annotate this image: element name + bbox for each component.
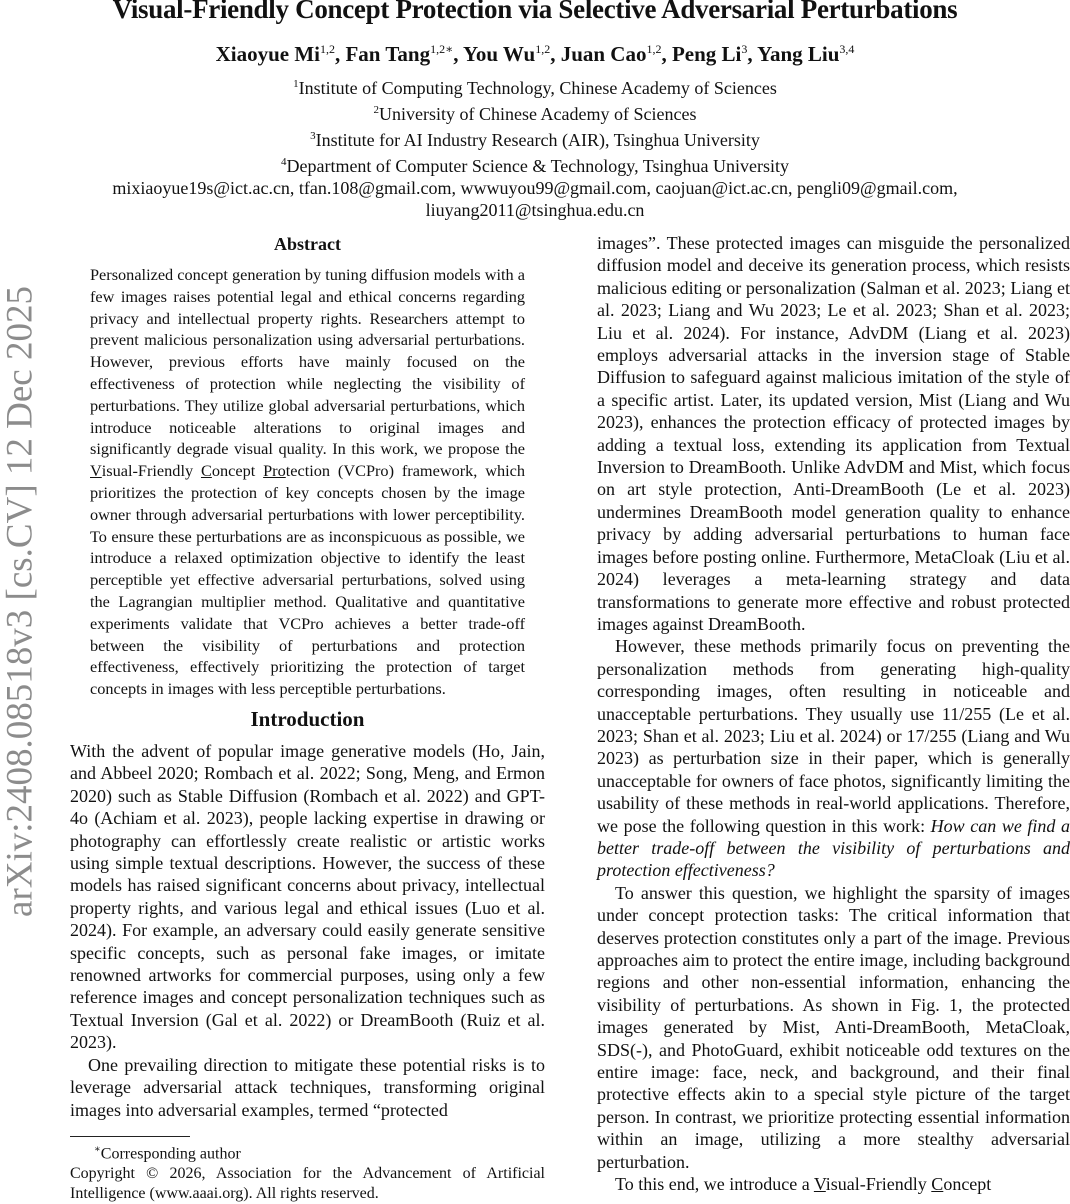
paragraph: However, these methods primarily focus on preventing the personalization methods from generating high-quality corresponding images, often resulting in noticeable and unacceptable perturbations. They usually use 11/255 (Le et al. 2023; Shan et al. 2023; Liu et al. 2024) or 17/255 (Liang and Wu 2023) as perturbation size in their paper, which is generally unacceptable for owners of face photos, significantly limiting the usability of these methods in real-world applications. Therefore, we pose the following question in this work: How can we find a better trade-off between the visibility of perturbations and protection effectiveness? bbox=[597, 636, 1070, 881]
footnote: ∗Corresponding author Copyright © 2026, Association for the Advancement of Artificial Intelligence (www.aaai.org). All rights reserved. bbox=[70, 1144, 545, 1203]
paper-title: Visual-Friendly Concept Protection via Selective Adversarial Perturbations bbox=[112, 0, 958, 24]
footnote-divider bbox=[70, 1136, 190, 1137]
author: Juan Cao$^{1,2}$, bbox=[560, 42, 672, 66]
affiliation: $^2$University of Chinese Academy of Sciences bbox=[373, 104, 697, 124]
paragraph: images”. These protected images can misguide the personalized diffusion model and deceive its generation process, which resists malicious editing or personalization (Salman et al. 2023; Liang et al. 2023; Liang and Wu 2023; Le et al. 2023; Shan et al. 2023; Liu et al. 2024). For instance, AdvDM (Liang et al. 2023) employs adversarial attacks in the inversion stage of Stable Diffusion to safeguard against malicious imitation of the style of a specific artist. Later, its updated version, Mist (Liang and Wu 2023), enhances the protection efficacy of protected images by adding a textual loss, extending its application from Textual Inversion to DreamBooth. Unlike AdvDM and Mist, which focus on art style protection, Anti-DreamBooth (Le et al. 2023) undermines DreamBooth model generation quality to enhance privacy by adding adversarial perturbations to human face images before posting online. Furthermore, MetaCloak (Liu et al. 2024) leverages a meta-learning strategy and data transformations to generate more effective and robust protected images against DreamBooth. bbox=[597, 233, 1070, 634]
author: Yang Liu$^{3,4}$ bbox=[757, 42, 855, 66]
abstract-heading: Abstract bbox=[274, 234, 341, 254]
corresponding-author-note: Corresponding author bbox=[100, 1145, 241, 1163]
paragraph: To this end, we introduce a Visual-Friendly Concept bbox=[615, 1174, 992, 1195]
affiliation: $^1$Institute of Computing Technology, Chinese Academy of Sciences bbox=[293, 78, 777, 98]
affiliations bbox=[0, 73, 1070, 221]
affiliation: $^3$Institute for AI Industry Research (AIR), Tsinghua University bbox=[310, 130, 760, 150]
right-column bbox=[597, 232, 1070, 1195]
author: Xiaoyue Mi$^{1,2}$, bbox=[215, 42, 346, 66]
author-list bbox=[0, 42, 1070, 67]
author: You Wu$^{1,2}$, bbox=[463, 42, 561, 66]
paragraph: To answer this question, we highlight the sparsity of images under concept protection tasks: The critical information that deserves protection constitutes only a part of the image. Previous approaches aim to protect the entire image, including background regions and other non-essential information, enhancing the visibility of perturbations. As shown in Fig. 1, the protected images generated by Mist, Anti-DreamBooth, MetaCloak, SDS(-), and PhotoGuard, exhibit noticeable odd textures on the entire image: face, neck, and background, and their final protective effects akin to a special style picture of the target person. In contrast, we prioritize protecting essential information within an image, utilizing a more stealthy adversarial perturbation. bbox=[597, 882, 1070, 1172]
paragraph: With the advent of popular image generative models (Ho, Jain, and Abbeel 2020; Rombach et al. 2022; Song, Meng, and Ermon 2020) such as Stable Diffusion (Rombach et al. 2022) and GPT-4o (Achiam et al. 2023), people lacking expertise in drawing or photography can effortlessly create realistic or artistic works using simple textual descriptions. However, the success of these models has raised significant concerns about privacy, intellectual property rights, and various legal and ethical issues (Luo et al. 2024). For example, an adversary could easily generate sensitive specific concepts, such as personal fake images, or imitate renowned artworks for commercial purposes, using only a few reference images and concept personalization techniques such as Textual Inversion (Gal et al. 2022) or DreamBooth (Ruiz et al. 2023). bbox=[70, 741, 545, 1053]
affiliation: $^4$Department of Computer Science & Technology, Tsinghua University bbox=[280, 156, 790, 176]
copyright-notice: Copyright © 2026, Association for the Advancement of Artificial Intelligence (www.aaai.org). All rights reserved. bbox=[70, 1165, 545, 1203]
arxiv-identifier: arXiv:2408.08518v3 [cs.CV] 12 Dec 2025 bbox=[0, 286, 41, 917]
author: Peng Li$^3$, bbox=[671, 42, 758, 66]
paragraph: One prevailing direction to mitigate these potential risks is to leverage adversarial attack techniques, transforming original images into adversarial examples, termed “protected bbox=[70, 1054, 545, 1120]
author: Fan Tang$^{1,2∗}$, bbox=[345, 42, 463, 66]
introduction-body bbox=[70, 740, 545, 1121]
author-emails: mixiaoyue19s@ict.ac.cn, tfan.108@gmail.com, wwwuyou99@gmail.com, caojuan@ict.ac.cn, pengli09@gmail.com, liuyang2011@tsinghua.edu.cn bbox=[112, 178, 958, 220]
introduction-heading: Introduction bbox=[250, 707, 365, 731]
abstract-body: Personalized concept generation by tuning diffusion models with a few images raises potential legal and ethical concerns regarding privacy and intellectual property rights. Researchers attempt to prevent malicious personalization using adversarial perturbations. However, previous efforts have mainly focused on the effectiveness of protection while neglecting the visibility of perturbations. They utilize global adversarial perturbations, which introduce noticeable alterations to original images and significantly degrade visual quality. In this work, we propose the Visual-Friendly Concept Protection (VCPro) framework, which prioritizes the protection of key concepts chosen by the image owner through adversarial perturbations with lower perceptibility. To ensure these perturbations are as inconspicuous as possible, we introduce a relaxed optimization objective to identify the least perceptible yet effective adversarial perturbations, solved using the Lagrangian multiplier method. Qualitative and quantitative experiments validate that VCPro achieves a better trade-off between the visibility of perturbations and protection effectiveness, effectively prioritizing the protection of target concepts in images with less perceptible perturbations. bbox=[90, 265, 526, 699]
